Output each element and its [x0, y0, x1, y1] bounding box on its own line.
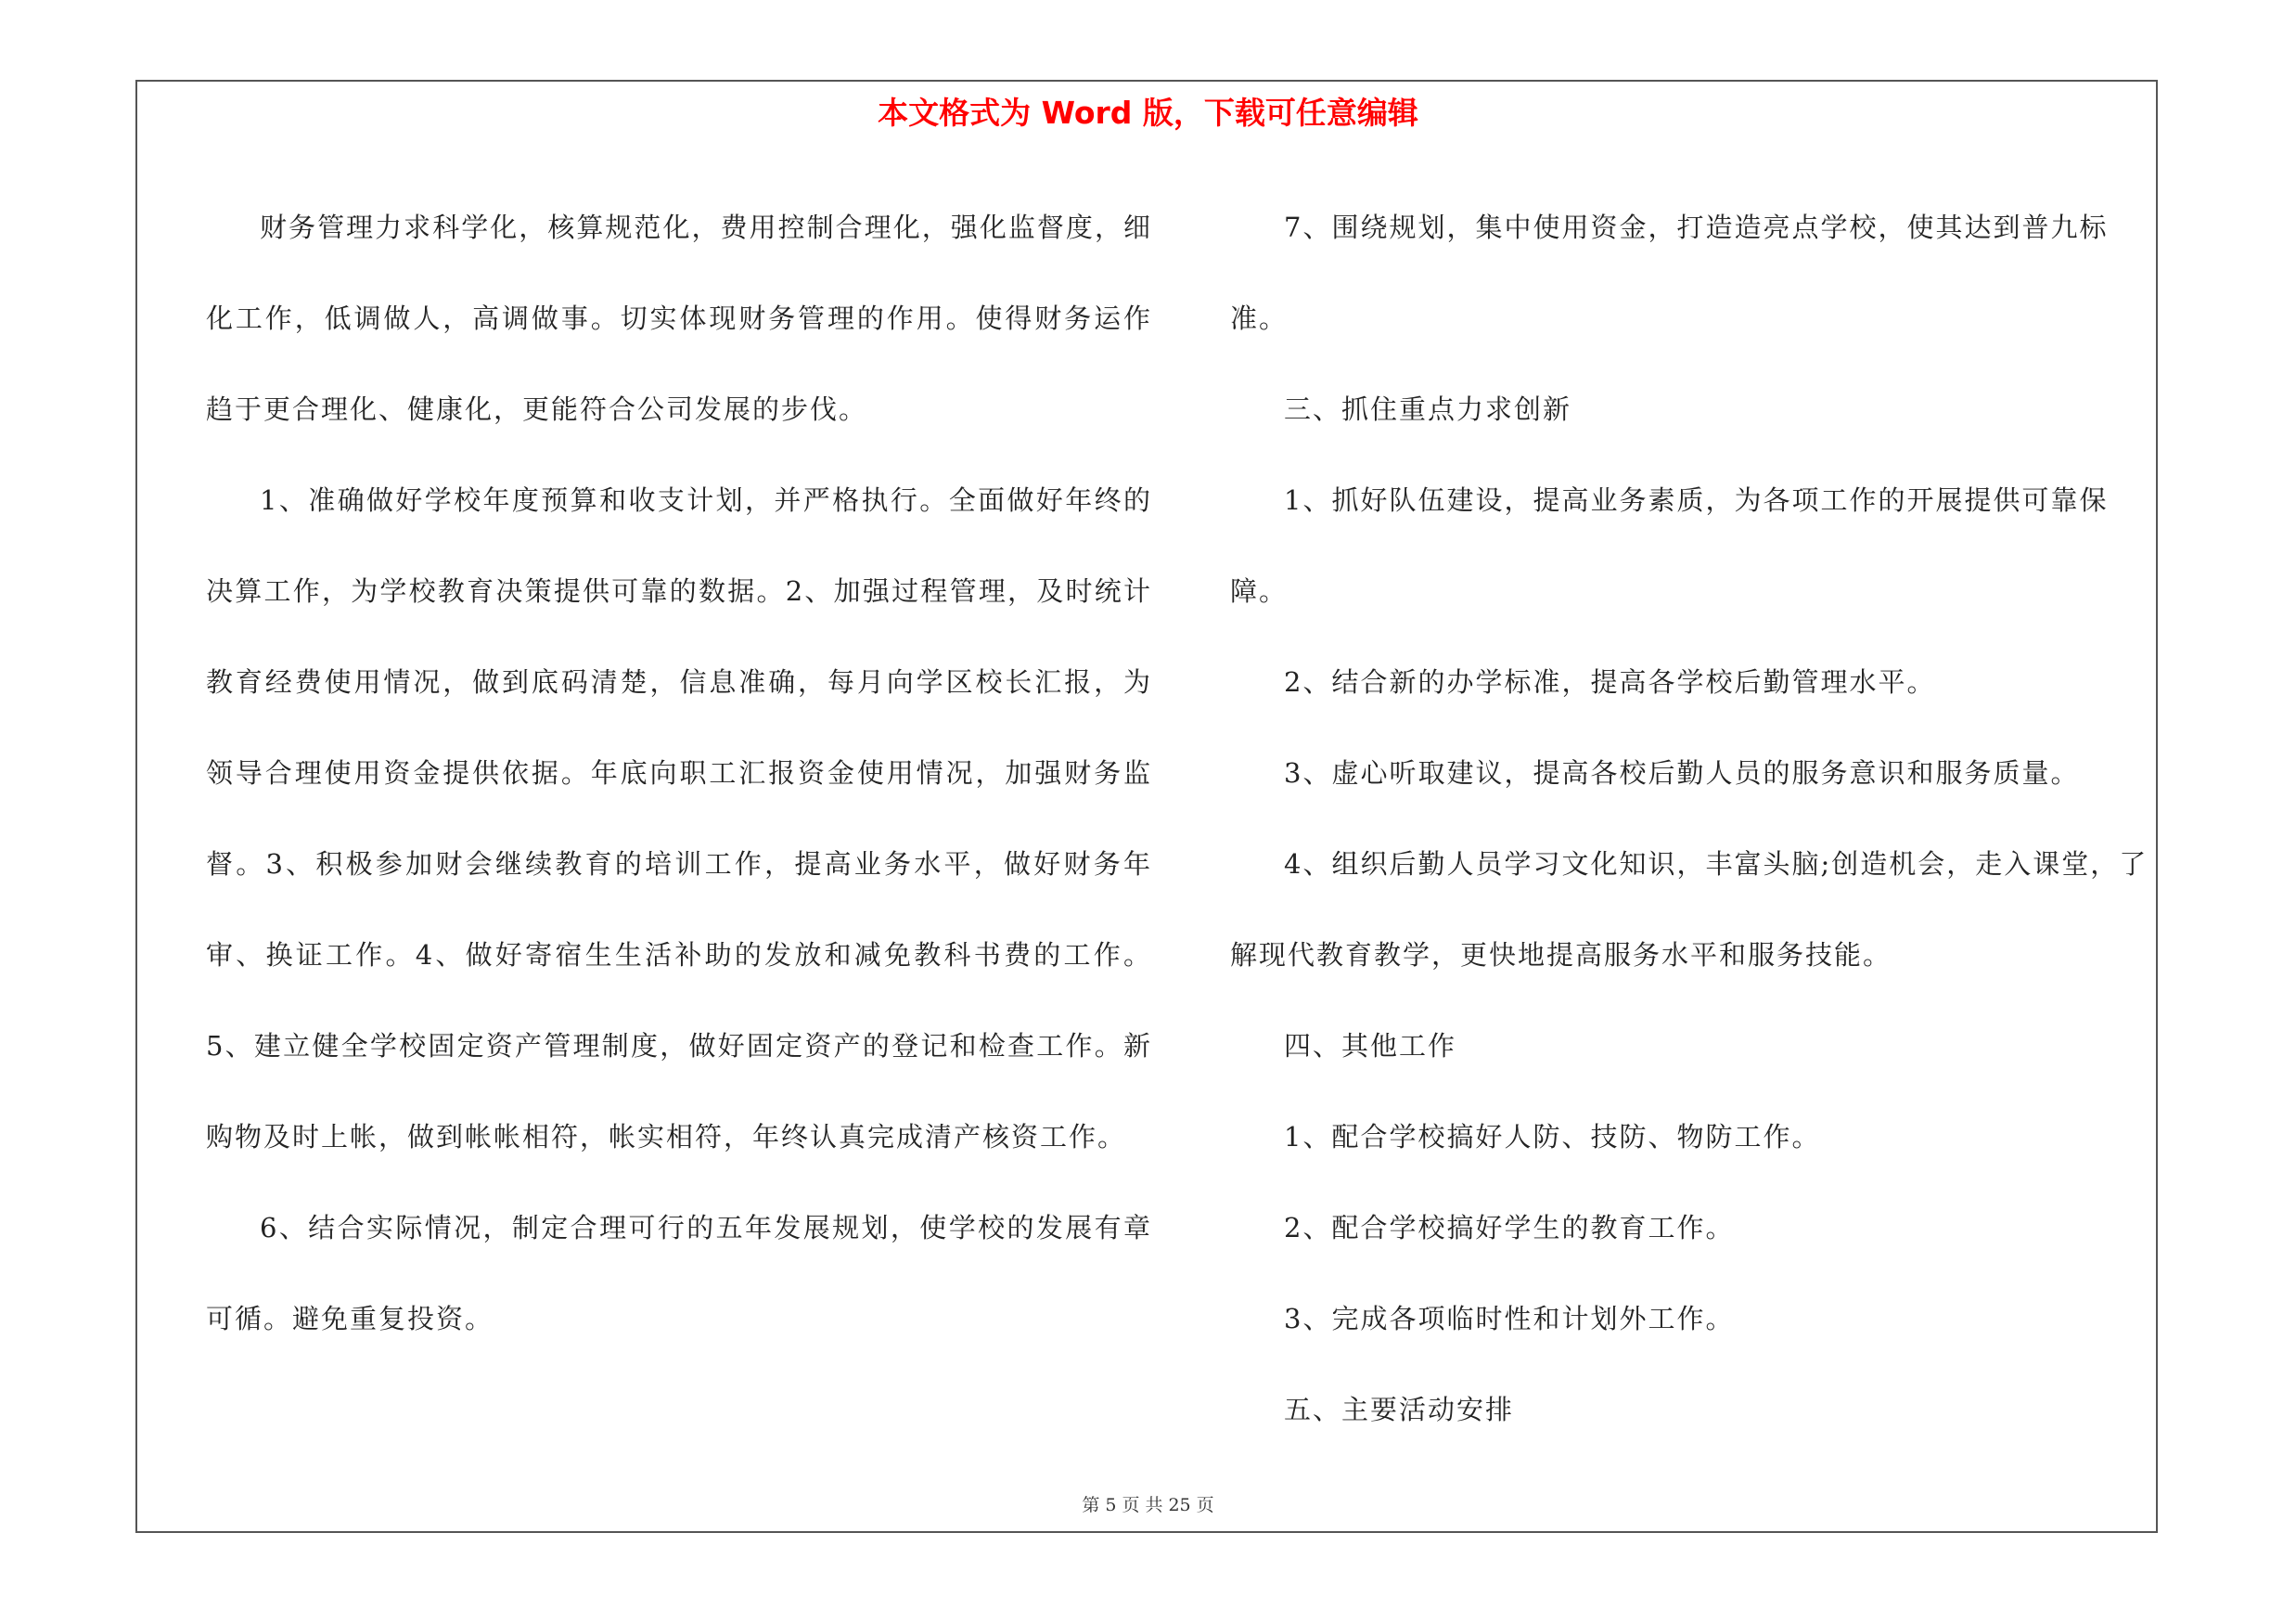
right-column	[1230, 182, 2158, 1455]
paragraph: 6、结合实际情况，制定合理可行的五年发展规划，使学校的发展有章可循。避免重复投资。	[206, 1212, 1152, 1334]
section-heading: 四、其他工作	[1284, 1030, 1457, 1062]
total-pages-number: 25	[1168, 1495, 1191, 1515]
section-heading: 五、主要活动安排	[1284, 1394, 1515, 1425]
paragraph: 1、准确做好学校年度预算和收支计划，并严格执行。全面做好年终的决算工作，为学校教育决策提供可靠的数据。2、加强过程管理，及时统计教育经费使用情况，做到底码清楚，信息准确，每月向学区校长汇报，为领导合理使用资金提供依据。年底向职工汇报资金使用情况，加强财务监督。3、积极参加财会继续教育的培训工作，提高业务水平，做好财务年审、换证工作。4、做好寄宿生生活补助的发放和减免教科书费的工作。5、建立健全学校固定资产管理制度，做好固定资产的登记和检查工作。新购物及时上帐，做到帐帐相符，帐实相符，年终认真完成清产核资工作。	[206, 484, 1152, 1153]
paragraph: 4、组织后勤人员学习文化知识，丰富头脑;创造机会，走入课堂，了解现代教育教学，更快地提高服务水平和服务技能。	[1230, 848, 2148, 971]
current-page-number: 5	[1105, 1495, 1117, 1515]
paragraph: 2、配合学校搞好学生的教育工作。	[1284, 1212, 1735, 1243]
page-number-footer	[0, 1491, 2296, 1516]
footer-total-prefix: 共	[1145, 1495, 1163, 1515]
paragraph: 3、虚心听取建议，提高各校后勤人员的服务意识和服务质量。	[1284, 757, 2080, 789]
paragraph: 2、结合新的办学标准，提高各学校后勤管理水平。	[1284, 666, 1936, 698]
format-notice-banner: 本文格式为 Word 版，下载可任意编辑	[878, 95, 1418, 131]
paragraph: 7、围绕规划，集中使用资金，打造造亮点学校，使其达到普九标准。	[1230, 212, 2109, 334]
footer-suffix: 页	[1196, 1495, 1214, 1515]
paragraph: 1、配合学校搞好人防、技防、物防工作。	[1284, 1121, 1821, 1153]
left-column	[206, 182, 1152, 1364]
footer-prefix: 第	[1082, 1495, 1100, 1515]
paragraph: 3、完成各项临时性和计划外工作。	[1284, 1303, 1735, 1334]
paragraph: 1、抓好队伍建设，提高业务素质，为各项工作的开展提供可靠保障。	[1230, 484, 2109, 607]
footer-page-word: 页	[1122, 1495, 1140, 1515]
section-heading: 三、抓住重点力求创新	[1284, 393, 1572, 425]
paragraph: 财务管理力求科学化，核算规范化，费用控制合理化，强化监督度，细化工作，低调做人，高调做事。切实体现财务管理的作用。使得财务运作趋于更合理化、健康化，更能符合公司发展的步伐。	[206, 212, 1152, 425]
